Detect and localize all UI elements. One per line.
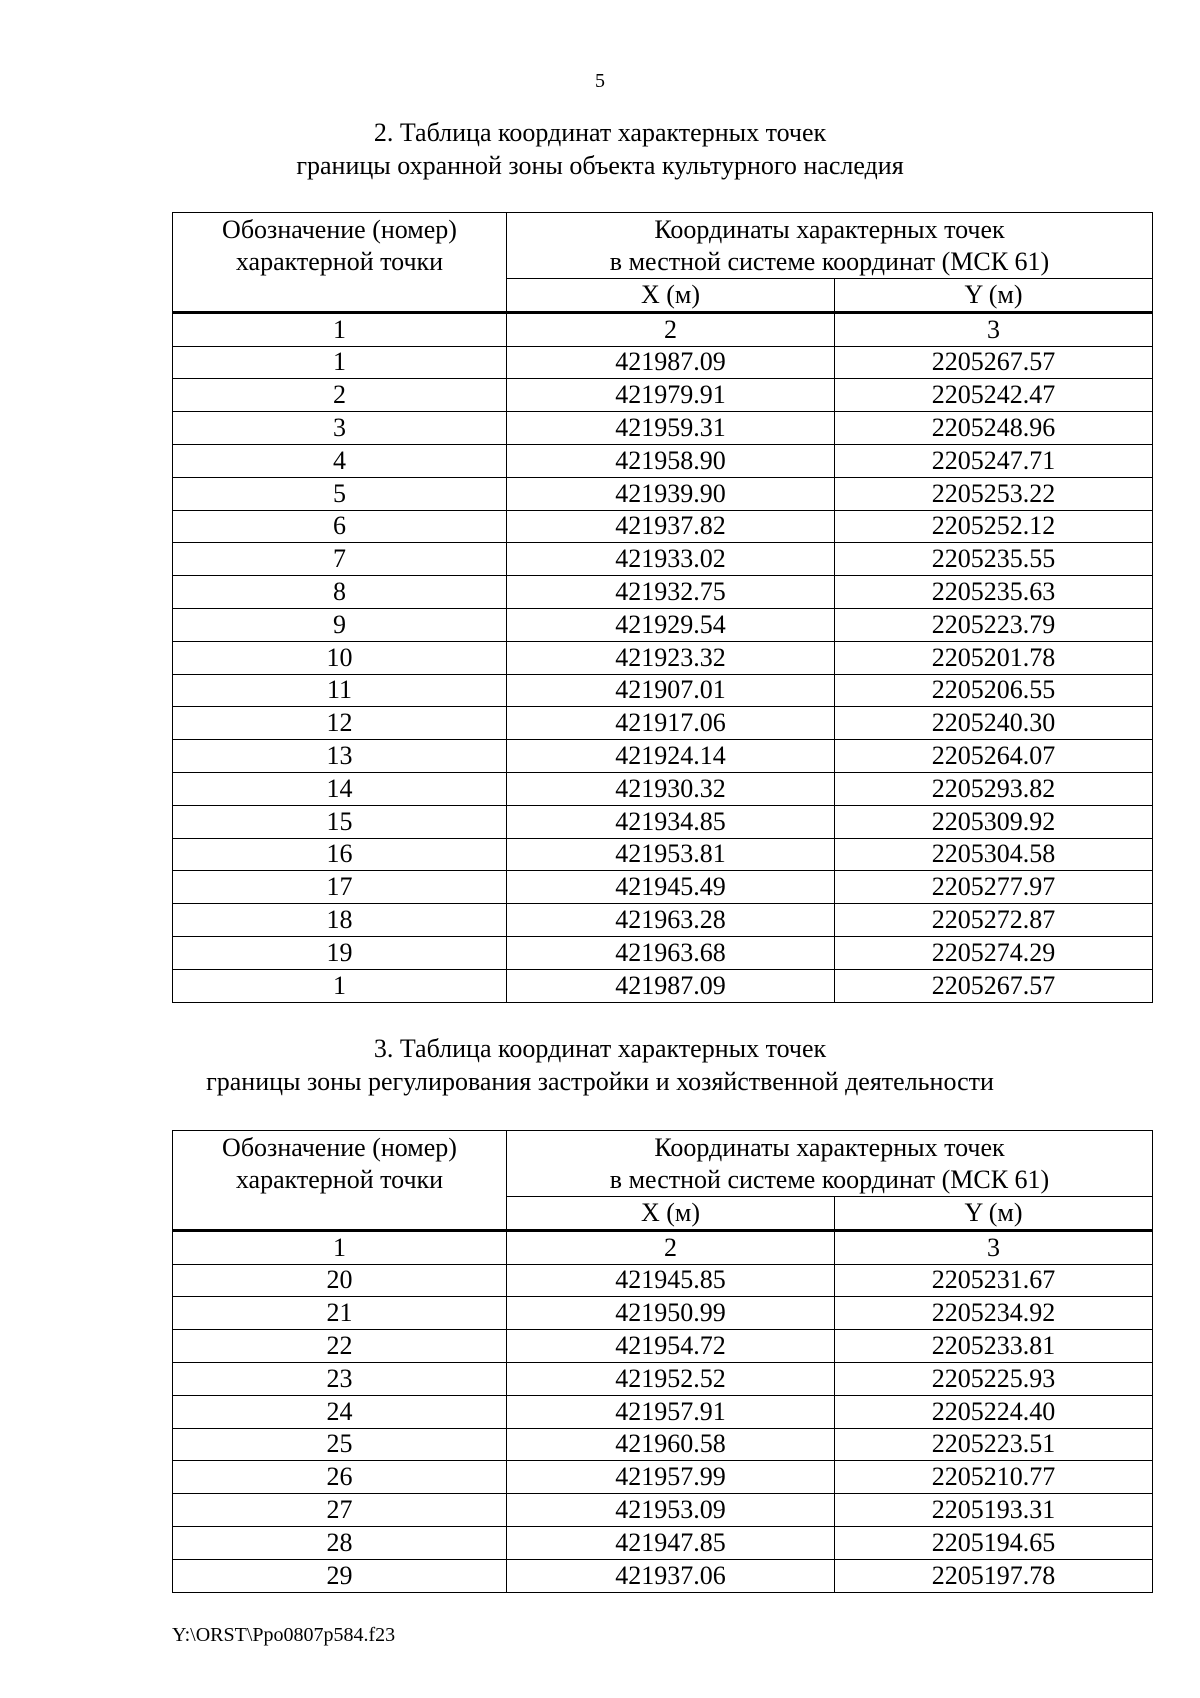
cell-x: 421923.32 [507,641,835,674]
table-row [173,1264,1153,1297]
cell-point: 25 [173,1428,507,1461]
footer-file-path: Y:\ORST\Ppo0807p584.f23 [172,1624,396,1646]
cell-y: 2205309.92 [835,805,1153,838]
table-row [173,1526,1153,1559]
table-row [173,707,1153,740]
table-row [173,444,1153,477]
header-coordinates [507,1131,1153,1197]
cell-x: 421939.90 [507,477,835,510]
cell-point: 4 [173,444,507,477]
cell-x: 421987.09 [507,969,835,1002]
cell-point: 12 [173,707,507,740]
cell-point: 28 [173,1526,507,1559]
cell-x: 421932.75 [507,576,835,609]
cell-y: 2205233.81 [835,1330,1153,1363]
header-coords-line2: в местной системе координат (МСК 61) [609,247,1050,276]
header-y: Y (м) [835,279,1153,313]
table-row [173,412,1153,445]
cell-x: 421987.09 [507,346,835,379]
table-row [173,805,1153,838]
cell-y: 2205235.63 [835,576,1153,609]
cell-y: 2205206.55 [835,674,1153,707]
table-row [173,936,1153,969]
table-row [173,1461,1153,1494]
cell-point: 16 [173,838,507,871]
cell-point: 9 [173,608,507,641]
table1-title [0,116,1200,182]
column-number-3: 3 [835,1230,1153,1264]
cell-y: 2205274.29 [835,936,1153,969]
cell-point: 22 [173,1330,507,1363]
cell-y: 2205264.07 [835,740,1153,773]
cell-y: 2205240.30 [835,707,1153,740]
cell-point: 5 [173,477,507,510]
cell-x: 421953.81 [507,838,835,871]
header-point-line1: Обозначение (номер) [222,215,457,244]
cell-y: 2205197.78 [835,1559,1153,1592]
table2-title-line2: границы зоны регулирования застройки и хозяйственной деятельности [206,1067,994,1096]
cell-y: 2205225.93 [835,1362,1153,1395]
cell-y: 2205231.67 [835,1264,1153,1297]
cell-y: 2205193.31 [835,1494,1153,1527]
cell-x: 421917.06 [507,707,835,740]
header-x: X (м) [507,279,835,313]
cell-point: 3 [173,412,507,445]
table1-body [173,346,1153,1002]
cell-y: 2205248.96 [835,412,1153,445]
coordinates-table-1 [172,212,1153,1003]
cell-y: 2205201.78 [835,641,1153,674]
cell-point: 6 [173,510,507,543]
header-x: X (м) [507,1197,835,1231]
column-number-2: 2 [507,1230,835,1264]
cell-x: 421933.02 [507,543,835,576]
table-row [173,477,1153,510]
cell-y: 2205267.57 [835,346,1153,379]
cell-x: 421953.09 [507,1494,835,1527]
table1-title-line2: границы охранной зоны объекта культурного наследия [296,151,904,180]
cell-x: 421957.91 [507,1395,835,1428]
header-point-designation [173,1131,507,1231]
cell-x: 421954.72 [507,1330,835,1363]
cell-y: 2205272.87 [835,904,1153,937]
cell-point: 20 [173,1264,507,1297]
cell-x: 421930.32 [507,772,835,805]
cell-x: 421979.91 [507,379,835,412]
cell-x: 421963.68 [507,936,835,969]
cell-y: 2205224.40 [835,1395,1153,1428]
cell-point: 2 [173,379,507,412]
cell-y: 2205293.82 [835,772,1153,805]
table2-title [0,1032,1200,1098]
cell-x: 421937.82 [507,510,835,543]
cell-point: 15 [173,805,507,838]
cell-point: 26 [173,1461,507,1494]
cell-x: 421937.06 [507,1559,835,1592]
table2-title-line1: 3. Таблица координат характерных точек [373,1034,827,1063]
column-number-2: 2 [507,312,835,346]
header-y: Y (м) [835,1197,1153,1231]
cell-point: 21 [173,1297,507,1330]
table2-body [173,1264,1153,1592]
cell-point: 17 [173,871,507,904]
header-coordinates [507,213,1153,279]
cell-y: 2205247.71 [835,444,1153,477]
header-point-line1: Обозначение (номер) [222,1133,457,1162]
cell-y: 2205253.22 [835,477,1153,510]
table-row [173,838,1153,871]
table-row [173,904,1153,937]
column-number-3: 3 [835,312,1153,346]
cell-point: 13 [173,740,507,773]
cell-y: 2205210.77 [835,1461,1153,1494]
cell-x: 421952.52 [507,1362,835,1395]
cell-x: 421950.99 [507,1297,835,1330]
cell-x: 421957.99 [507,1461,835,1494]
cell-point: 10 [173,641,507,674]
cell-point: 1 [173,346,507,379]
cell-point: 11 [173,674,507,707]
cell-point: 27 [173,1494,507,1527]
table-row [173,543,1153,576]
cell-y: 2205234.92 [835,1297,1153,1330]
cell-x: 421929.54 [507,608,835,641]
header-point-line2: характерной точки [235,1165,444,1194]
cell-x: 421947.85 [507,1526,835,1559]
cell-x: 421945.49 [507,871,835,904]
table-row [173,969,1153,1002]
cell-y: 2205194.65 [835,1526,1153,1559]
cell-x: 421960.58 [507,1428,835,1461]
header-coords-line1: Координаты характерных точек [654,215,1005,244]
table-row [173,772,1153,805]
cell-point: 24 [173,1395,507,1428]
table-row [173,740,1153,773]
cell-x: 421945.85 [507,1264,835,1297]
table-row [173,608,1153,641]
table-row [173,1330,1153,1363]
cell-y: 2205304.58 [835,838,1153,871]
header-point-designation [173,213,507,313]
table-row [173,871,1153,904]
cell-point: 23 [173,1362,507,1395]
column-number-1: 1 [173,1230,507,1264]
table-row [173,1297,1153,1330]
cell-point: 19 [173,936,507,969]
cell-x: 421934.85 [507,805,835,838]
cell-x: 421958.90 [507,444,835,477]
table-row [173,576,1153,609]
cell-y: 2205267.57 [835,969,1153,1002]
header-point-line2: характерной точки [235,247,444,276]
cell-x: 421924.14 [507,740,835,773]
cell-y: 2205242.47 [835,379,1153,412]
table-row [173,1559,1153,1592]
table-row [173,674,1153,707]
coordinates-table-2 [172,1130,1153,1593]
cell-y: 2205223.51 [835,1428,1153,1461]
cell-point: 14 [173,772,507,805]
table-row [173,1395,1153,1428]
cell-y: 2205252.12 [835,510,1153,543]
cell-y: 2205277.97 [835,871,1153,904]
header-coords-line1: Координаты характерных точек [654,1133,1005,1162]
cell-point: 18 [173,904,507,937]
cell-y: 2205223.79 [835,608,1153,641]
cell-x: 421959.31 [507,412,835,445]
table-row [173,1362,1153,1395]
cell-point: 1 [173,969,507,1002]
cell-x: 421907.01 [507,674,835,707]
table-row [173,346,1153,379]
table-row [173,510,1153,543]
table-row [173,1494,1153,1527]
cell-y: 2205235.55 [835,543,1153,576]
cell-point: 29 [173,1559,507,1592]
cell-point: 8 [173,576,507,609]
cell-x: 421963.28 [507,904,835,937]
column-number-1: 1 [173,312,507,346]
table-row [173,379,1153,412]
cell-point: 7 [173,543,507,576]
page-number: 5 [595,70,605,92]
table-row [173,641,1153,674]
table-row [173,1428,1153,1461]
header-coords-line2: в местной системе координат (МСК 61) [609,1165,1050,1194]
table1-title-line1: 2. Таблица координат характерных точек [373,118,827,147]
